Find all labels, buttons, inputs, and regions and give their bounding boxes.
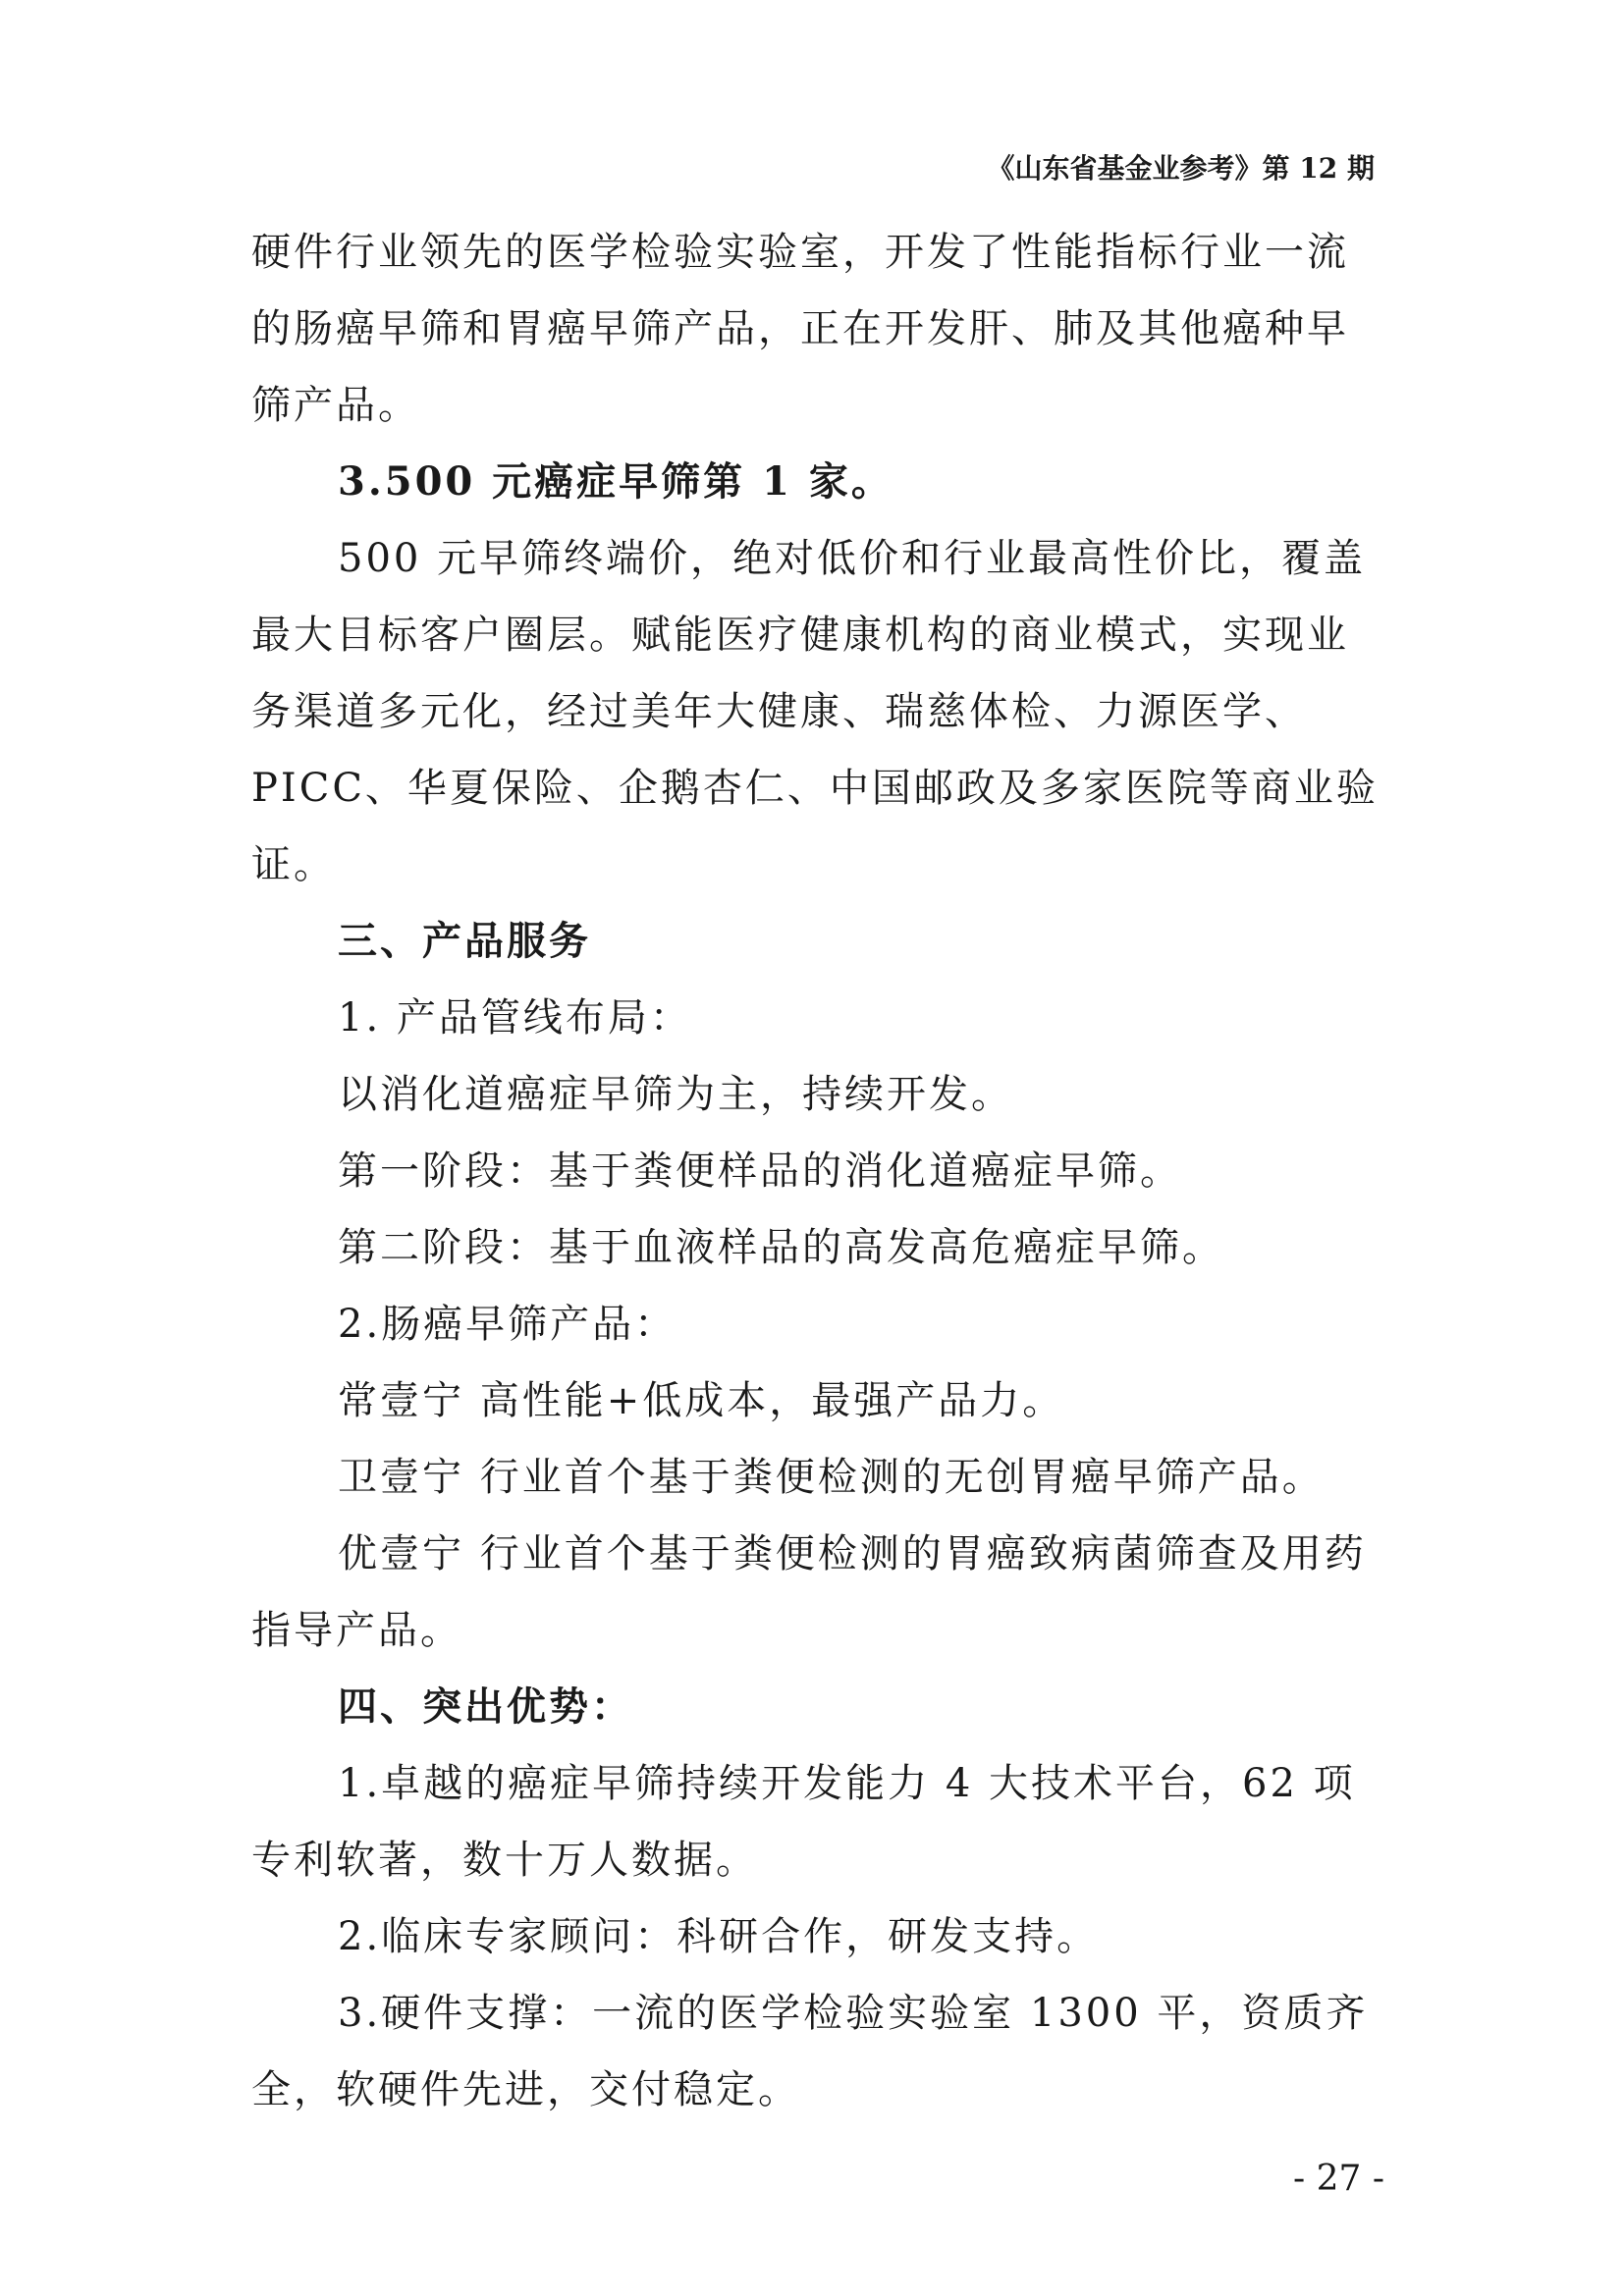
paragraph-phase-one: 第一阶段：基于粪便样品的消化道癌症早筛。 — [338, 1148, 1182, 1194]
section-heading-advantages: 四、突出优势： — [338, 1683, 633, 1730]
paragraph-advantage-hardware: 3.硬件支撑：一流的医学检验实验室 1300 平，资质齐全，软硬件先进，交付稳定。 — [251, 1991, 1369, 2112]
paragraph-product-weiyining: 卫壹宁 行业首个基于粪便检测的无创胃癌早筛产品。 — [338, 1455, 1325, 1500]
running-header: 《山东省基金业参考》第 12 期 — [987, 152, 1375, 185]
paragraph-intro-continuation: 硬件行业领先的医学检验实验室，开发了性能指标行业一流的肠癌早筛和胃癌早筛产品，正在开发肝、肺及其他癌种早筛产品。 — [251, 230, 1349, 428]
section-heading-product-services: 三、产品服务 — [338, 918, 591, 964]
subheading-product-pipeline: 1. 产品管线布局： — [338, 995, 692, 1041]
paragraph-pricing-model: 500 元早筛终端价，绝对低价和行业最高性价比，覆盖最大目标客户圈层。赋能医疗健康机构的商业模式，实现业务渠道多元化，经过美年大健康、瑞慈体检、力源医学、PICC、华夏保险、企鹅杏仁、中国邮政及多家医院等商业验证。 — [251, 536, 1379, 887]
subheading-bowel-cancer-products: 2.肠癌早筛产品： — [338, 1302, 677, 1347]
paragraph-product-youyining: 优壹宁 行业首个基于粪便检测的胃癌致病菌筛查及用药指导产品。 — [251, 1531, 1367, 1653]
paragraph-phase-two: 第二阶段：基于血液样品的高发高危癌症早筛。 — [338, 1225, 1224, 1270]
paragraph-advantage-clinical: 2.临床专家顾问：科研合作，研发支持。 — [338, 1914, 1100, 1959]
page-number: - 27 - — [1292, 2159, 1384, 2199]
document-body — [251, 214, 1390, 2128]
paragraph-product-changyining: 常壹宁 高性能+低成本，最强产品力。 — [338, 1378, 1065, 1423]
heading-500-yuan-screening: 3.500 元癌症早筛第 1 家。 — [338, 458, 893, 505]
paragraph-pipeline-focus: 以消化道癌症早筛为主，持续开发。 — [338, 1072, 1013, 1117]
paragraph-advantage-rd: 1.卓越的癌症早筛持续开发能力 4 大技术平台，62 项专利软著，数十万人数据。 — [251, 1761, 1356, 1883]
